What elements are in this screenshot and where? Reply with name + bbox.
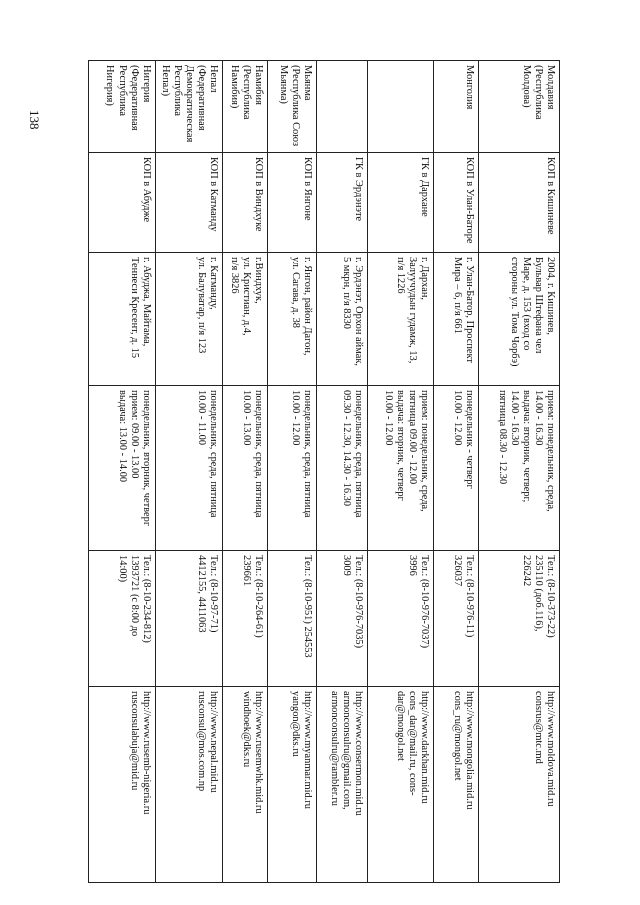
table-row — [155, 61, 222, 883]
consular-table-rotated — [94, 60, 560, 882]
hours-cell: понедельник - четверг 10.00 - 12.00 — [434, 386, 479, 551]
contacts-cell: http://www.darkhan.mid.ru cons_dar@mail.ru, cons- dar@mongol.net — [368, 687, 434, 883]
table-row — [88, 61, 155, 883]
country-cell — [368, 61, 434, 153]
office-cell: КОП в Виндхуке — [223, 153, 268, 253]
hours-cell: понедельник, среда, пятница 09.30 - 12.30, 14.30 - 16.30 — [317, 386, 368, 551]
table-body — [88, 61, 559, 883]
address-cell: г. Янгон, район Дагон, ул. Сагава, д. 38 — [268, 253, 317, 386]
table-row — [434, 61, 479, 883]
phone-cell: Тел.: (8-10-976-7035) 3009 — [317, 551, 368, 687]
table-row — [223, 61, 268, 883]
hours-cell: понедельник, среда, пятница 10.00 - 13.00 — [223, 386, 268, 551]
address-cell: 2004, г. Кишинев, Бульвар Штефана чел Маре, д. 153 (вход со стороны ул. Тома Чорбэ) — [479, 253, 560, 386]
contacts-cell: http://www.rusemwhk.mid.ru windhoek@dks.ru — [223, 687, 268, 883]
hours-cell: понедельник, среда, пятница 10.00 - 12.00 — [268, 386, 317, 551]
office-cell: ГК в Эрдэнэте — [317, 153, 368, 253]
table-row — [368, 61, 434, 883]
table-row — [268, 61, 317, 883]
contacts-cell: http://www.consermon.mid.ru armonconsulru@gmail.com, armonconsulru@rambler.ru — [317, 687, 368, 883]
phone-cell: Тел.: (8-10-976-7037) 3996 — [368, 551, 434, 687]
consular-offices-table — [88, 60, 560, 883]
hours-cell: понедельник, среда, пятница 10.00 - 11.00 — [155, 386, 222, 551]
hours-cell: прием: понедельник, среда, пятница 09.00 - 12.00 выдача: вторник, четверг 10.00 - 12.00 — [368, 386, 434, 551]
office-cell: ГК в Дархане — [368, 153, 434, 253]
office-cell: КОП в Янгоне — [268, 153, 317, 253]
phone-cell: Тел.: (8-10-373-22) 235110 (доб.116), 226242 — [479, 551, 560, 687]
country-cell — [317, 61, 368, 153]
hours-cell: понедельник, вторник, четверг прием: 09.00 - 13.00 выдача: 13.00 - 14.00 — [88, 386, 155, 551]
hours-cell: прием: понедельник, среда, 14.00 - 16.30 выдача: вторник, четверг, 14.00 - 16.30 пятница 08.30 - 12.30 — [479, 386, 560, 551]
country-cell: Монголия — [434, 61, 479, 153]
table-row — [479, 61, 560, 883]
phone-cell: Тел.: (8-10-976-11) 326037 — [434, 551, 479, 687]
contacts-cell: http://www.myanmar.mid.ru yangon@dks.ru — [268, 687, 317, 883]
address-cell: г. Абуджа, Майтама, Теннеси Кресент, д. 15 — [88, 253, 155, 386]
address-cell: г. Эрдэнэт, Орхон аймак, 5 мкрн, п/я 8330 — [317, 253, 368, 386]
office-cell: КОП в Кишиневе — [479, 153, 560, 253]
country-cell: Непал (Федеративная Демократическая Республика Непал) — [155, 61, 222, 153]
country-cell: Молдавия (Республика Молдова) — [479, 61, 560, 153]
phone-cell: Тел.: (8-10-97-71) 4412155, 4411063 — [155, 551, 222, 687]
address-cell: г. Дархан, Залуучудын гудамж, 13, п/я 1226 — [368, 253, 434, 386]
table-row — [317, 61, 368, 883]
office-cell: КОП в Катманду — [155, 153, 222, 253]
office-cell: КОП в Улан-Баторе — [434, 153, 479, 253]
office-cell: КОП в Абудже — [88, 153, 155, 253]
country-cell: Мьянма (Республика Союз Мьянма) — [268, 61, 317, 153]
country-cell: Намибия (Республика Намибия) — [223, 61, 268, 153]
phone-cell: Тел.: (8-10-234-812) 1393721 (с 8:00 до 14:00) — [88, 551, 155, 687]
contacts-cell: http://www.rusemb-nigeria.ru rusconsulabuja@mid.ru — [88, 687, 155, 883]
contacts-cell: http://www.mongolia.mid.ru cons_ru@mongol.net — [434, 687, 479, 883]
address-cell: г. Катманду, ул. Балуватар, п/я 123 — [155, 253, 222, 386]
country-cell: Нигерия (Федеративная Республика Нигерия) — [88, 61, 155, 153]
phone-cell: Тел.: (8-10-951) 254553 — [268, 551, 317, 687]
contacts-cell: http://www.nepal.mid.ru rusconsul@mos.com.np — [155, 687, 222, 883]
address-cell: г. Улан-Батор, Проспект Мира – 6, п/я 661 — [434, 253, 479, 386]
page-number: 138 — [27, 110, 42, 130]
phone-cell: Тел.: (8-10-264-61) 239661 — [223, 551, 268, 687]
address-cell: г.Виндхук, ул. Кристиан, д.4, п/я 3826 — [223, 253, 268, 386]
contacts-cell: http://www.moldova.mid.ru consrus@mtc.md — [479, 687, 560, 883]
